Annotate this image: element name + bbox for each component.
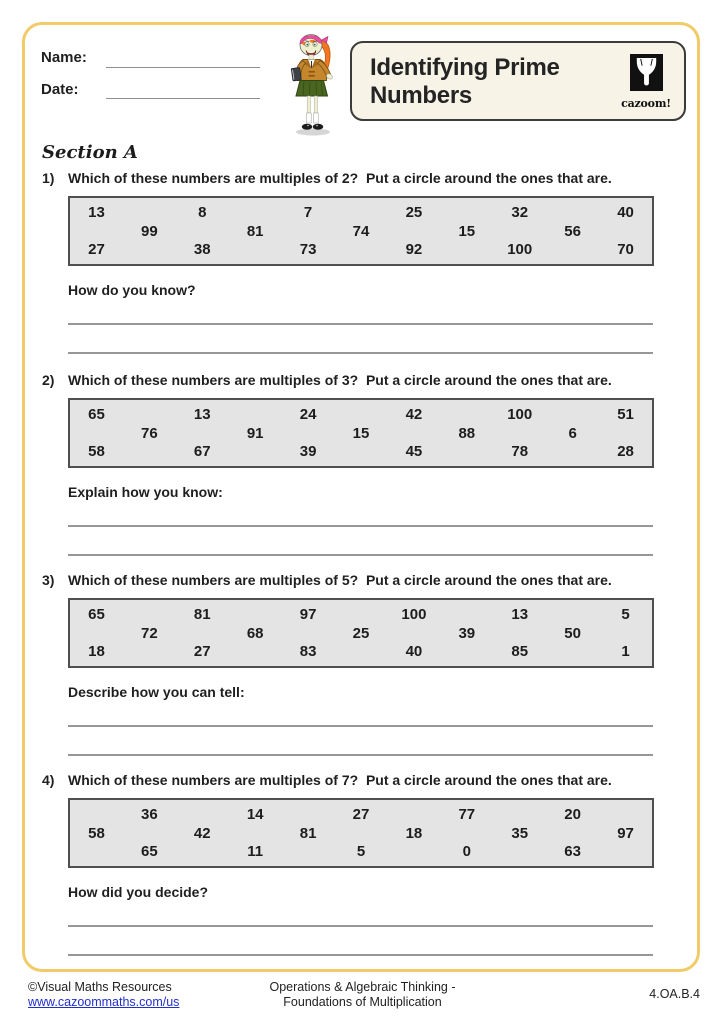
grid-number[interactable]: 1 — [621, 643, 630, 660]
answer-line[interactable] — [68, 925, 653, 927]
number-column — [599, 800, 652, 866]
number-column — [440, 600, 493, 666]
grid-number[interactable]: 88 — [458, 424, 476, 442]
question-text: Which of these numbers are multiples of 2? Put a circle around the ones that are. — [68, 170, 612, 186]
grid-number[interactable]: 100 — [507, 406, 533, 423]
question-text: Which of these numbers are multiples of 7? Put a circle around the ones that are. — [68, 772, 612, 788]
grid-number[interactable]: 99 — [141, 222, 158, 240]
grid-number[interactable]: 13 — [193, 406, 211, 423]
grid-number[interactable]: 97 — [299, 606, 317, 623]
number-column — [599, 198, 652, 264]
question-block — [42, 170, 654, 352]
grid-number[interactable]: 5 — [621, 606, 630, 623]
grid-number[interactable]: 42 — [193, 824, 211, 842]
number-column — [335, 600, 388, 666]
grid-number[interactable]: 5 — [356, 843, 366, 860]
number-grid — [68, 798, 654, 868]
cazoom-logo-text: cazoom! — [621, 97, 671, 110]
grid-number[interactable]: 40 — [617, 204, 634, 221]
grid-number[interactable]: 72 — [141, 624, 158, 642]
question-number: 3) — [42, 572, 55, 588]
worksheet-frame — [22, 22, 700, 972]
grid-number[interactable]: 65 — [88, 406, 105, 423]
number-column — [176, 600, 229, 666]
number-column — [229, 198, 282, 264]
grid-number[interactable]: 15 — [458, 222, 476, 240]
grid-number[interactable]: 36 — [141, 806, 158, 823]
grid-number[interactable]: 63 — [564, 843, 581, 860]
grid-number[interactable]: 20 — [564, 806, 581, 823]
grid-number[interactable]: 14 — [246, 806, 264, 823]
grid-number[interactable]: 40 — [405, 643, 423, 660]
number-grid — [68, 598, 654, 668]
number-column — [229, 800, 282, 866]
number-column — [493, 600, 546, 666]
answer-line[interactable] — [68, 323, 653, 325]
grid-number[interactable]: 35 — [511, 824, 529, 842]
question-block — [42, 572, 654, 754]
question-number: 4) — [42, 772, 55, 788]
grid-number[interactable]: 0 — [462, 843, 471, 860]
number-column — [387, 198, 440, 264]
number-column — [546, 400, 599, 466]
grid-number[interactable]: 25 — [352, 624, 370, 642]
grid-number[interactable]: 27 — [193, 643, 211, 660]
number-column — [123, 198, 176, 264]
number-column — [282, 400, 335, 466]
grid-number[interactable]: 45 — [405, 443, 423, 460]
question-prompt: Explain how you know: — [68, 484, 223, 500]
number-column — [176, 800, 229, 866]
cazoom-url-link[interactable]: www.cazoommaths.com/us — [28, 995, 180, 1009]
grid-number[interactable]: 24 — [299, 406, 317, 423]
grid-number[interactable]: 50 — [564, 624, 581, 642]
question-prompt: How did you decide? — [68, 884, 209, 900]
cazoom-drum-icon — [630, 54, 663, 91]
number-column — [176, 198, 229, 264]
mascot-illustration — [284, 28, 342, 138]
number-column — [387, 400, 440, 466]
grid-number[interactable]: 76 — [141, 424, 158, 442]
grid-number[interactable]: 77 — [458, 806, 476, 823]
number-column — [546, 800, 599, 866]
grid-number[interactable]: 39 — [299, 443, 317, 460]
number-column — [123, 400, 176, 466]
question-text: Which of these numbers are multiples of 5? Put a circle around the ones that are. — [68, 572, 612, 588]
date-label: Date: — [41, 81, 79, 98]
question-prompt: How do you know? — [68, 282, 196, 298]
number-column — [546, 600, 599, 666]
number-column — [229, 400, 282, 466]
topic-line-1: Operations & Algebraic Thinking - — [269, 980, 456, 994]
grid-number[interactable]: 25 — [405, 204, 423, 221]
number-column — [493, 800, 546, 866]
page-title: Identifying Prime Numbers — [370, 54, 560, 109]
name-input-line[interactable] — [106, 67, 260, 68]
grid-number[interactable]: 81 — [299, 824, 317, 842]
grid-number[interactable]: 18 — [405, 824, 423, 842]
answer-line[interactable] — [68, 954, 653, 956]
question-block — [42, 772, 654, 954]
grid-number[interactable]: 13 — [511, 606, 529, 623]
number-column — [599, 600, 652, 666]
number-grid — [68, 398, 654, 468]
grid-number[interactable]: 81 — [246, 222, 264, 240]
number-column — [335, 198, 388, 264]
number-column — [70, 600, 123, 666]
grid-number[interactable]: 42 — [405, 406, 423, 423]
date-input-line[interactable] — [106, 98, 260, 99]
grid-number[interactable]: 78 — [511, 443, 529, 460]
number-grid — [68, 196, 654, 266]
grid-number[interactable]: 32 — [511, 204, 529, 221]
number-column — [493, 198, 546, 264]
answer-line[interactable] — [68, 754, 653, 756]
grid-number[interactable]: 15 — [352, 424, 370, 442]
number-column — [335, 800, 388, 866]
grid-number[interactable]: 100 — [507, 241, 533, 258]
number-column — [387, 800, 440, 866]
grid-number[interactable]: 91 — [246, 424, 264, 442]
grid-number[interactable]: 39 — [458, 624, 476, 642]
grid-number[interactable]: 27 — [352, 806, 370, 823]
grid-number[interactable]: 81 — [193, 606, 211, 623]
topic-line-2: Foundations of Multiplication — [283, 995, 442, 1009]
number-column — [546, 198, 599, 264]
number-column — [440, 800, 493, 866]
answer-line[interactable] — [68, 525, 653, 527]
number-column — [282, 600, 335, 666]
number-column — [282, 800, 335, 866]
number-column — [176, 400, 229, 466]
grid-number[interactable]: 58 — [88, 824, 105, 842]
number-column — [282, 198, 335, 264]
grid-number[interactable]: 83 — [299, 643, 317, 660]
number-column — [123, 800, 176, 866]
grid-number[interactable]: 18 — [88, 643, 105, 660]
grid-number[interactable]: 70 — [617, 241, 634, 258]
standard-code: 4.OA.B.4 — [649, 987, 700, 1001]
number-column — [335, 400, 388, 466]
number-column — [599, 400, 652, 466]
grid-number[interactable]: 65 — [88, 606, 105, 623]
grid-number[interactable]: 38 — [193, 241, 211, 258]
grid-number[interactable]: 27 — [88, 241, 105, 258]
number-column — [387, 600, 440, 666]
grid-number[interactable]: 11 — [247, 843, 264, 860]
title-box — [350, 41, 686, 121]
question-text: Which of these numbers are multiples of 3? Put a circle around the ones that are. — [68, 372, 612, 388]
number-column — [123, 600, 176, 666]
answer-line[interactable] — [68, 352, 653, 354]
copyright-text: ©Visual Maths Resources — [28, 980, 172, 994]
grid-number[interactable]: 65 — [141, 843, 158, 860]
answer-line[interactable] — [68, 554, 653, 556]
grid-number[interactable]: 68 — [246, 624, 264, 642]
grid-number[interactable]: 28 — [617, 443, 634, 460]
grid-number[interactable]: 67 — [193, 443, 211, 460]
grid-number[interactable]: 92 — [405, 241, 423, 258]
grid-number[interactable]: 58 — [88, 443, 105, 460]
number-column — [440, 400, 493, 466]
footer-topic-block — [0, 980, 725, 1010]
number-column — [70, 400, 123, 466]
question-number: 2) — [42, 372, 55, 388]
section-heading: Section A — [42, 142, 138, 163]
name-label: Name: — [41, 49, 87, 66]
question-prompt: Describe how you can tell: — [68, 684, 245, 700]
number-column — [493, 400, 546, 466]
question-number: 1) — [42, 170, 55, 186]
grid-number[interactable]: 6 — [568, 424, 577, 442]
grid-number[interactable]: 73 — [299, 241, 317, 258]
grid-number[interactable]: 13 — [88, 204, 105, 221]
grid-number[interactable]: 7 — [303, 204, 313, 221]
grid-number[interactable]: 100 — [401, 606, 427, 623]
grid-number[interactable]: 56 — [564, 222, 581, 240]
number-column — [70, 198, 123, 264]
cazoom-logo — [618, 54, 674, 110]
grid-number[interactable]: 97 — [617, 824, 634, 842]
number-column — [70, 800, 123, 866]
number-column — [440, 198, 493, 264]
question-block — [42, 372, 654, 554]
grid-number[interactable]: 74 — [352, 222, 370, 240]
grid-number[interactable]: 85 — [511, 643, 529, 660]
grid-number[interactable]: 8 — [198, 204, 207, 221]
grid-number[interactable]: 51 — [617, 406, 634, 423]
answer-line[interactable] — [68, 725, 653, 727]
number-column — [229, 600, 282, 666]
